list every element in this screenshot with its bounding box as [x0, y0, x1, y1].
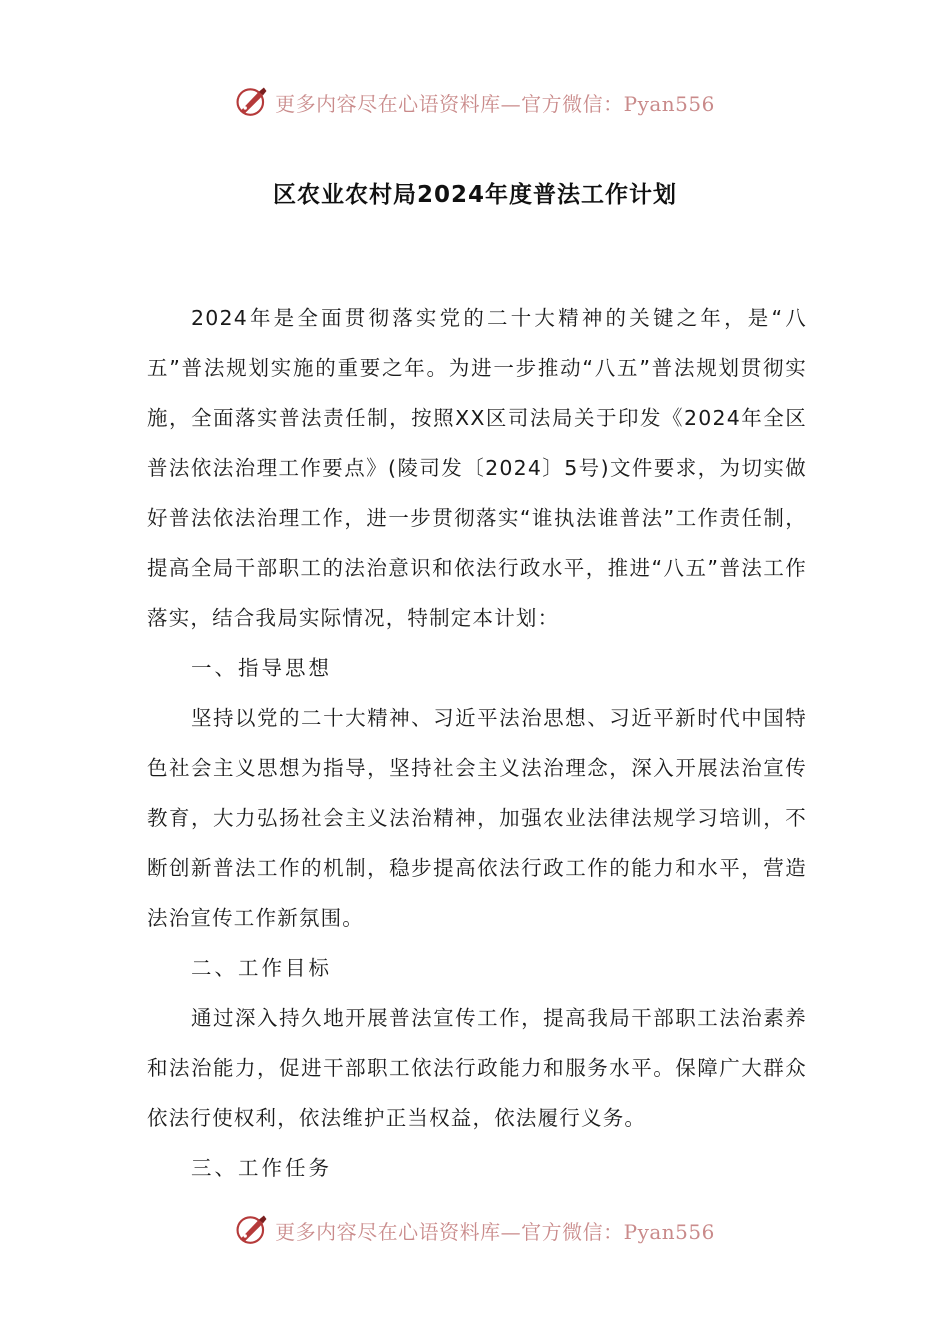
section-heading-work-tasks: 三、工作任务 [191, 1156, 332, 1180]
watermark-text: 更多内容尽在心语资料库—官方微信：Pyan556 [275, 1219, 715, 1244]
pen-nib-logo-icon [235, 1213, 269, 1247]
section-heading-work-goals: 二、工作目标 [191, 956, 332, 980]
intro-paragraph: 2024年是全面贯彻落实党的二十大精神的关键之年，是“八五”普法规划实施的重要之年。为进一步推动“八五”普法规划贯彻实施，全面落实普法责任制，按照XX区司法局关于印发《2024年全区普法依法治理工作要点》(陵司发〔2024〕5号)文件要求，为切实做好普法依法治理工作，进一步贯彻落实“谁执法谁普法”工作责任制，提高全局干部职工的法治意识和依法行政水平，推进“八五”普法工作落实，结合我局实际情况，特制定本计划： [147, 306, 807, 630]
section-paragraph-guiding-ideology: 坚持以党的二十大精神、习近平法治思想、习近平新时代中国特色社会主义思想为指导，坚持社会主义法治理念，深入开展法治宣传教育，大力弘扬社会主义法治精神，加强农业法律法规学习培训，不断创新普法工作的机制，稳步提高依法行政工作的能力和水平，营造法治宣传工作新氛围。 [147, 706, 807, 930]
header-watermark-banner [0, 82, 950, 122]
section-heading-guiding-ideology: 一、指导思想 [191, 656, 332, 680]
footer-watermark-banner [0, 1210, 950, 1250]
pen-nib-logo-icon [235, 85, 269, 119]
document-body [147, 293, 807, 1193]
watermark-text: 更多内容尽在心语资料库—官方微信：Pyan556 [275, 91, 715, 116]
document-title: 区农业农村局2024年度普法工作计划 [272, 182, 677, 208]
section-paragraph-work-goals: 通过深入持久地开展普法宣传工作，提高我局干部职工法治素养和法治能力，促进干部职工依法行政能力和服务水平。保障广大群众依法行使权利，依法维护正当权益，依法履行义务。 [147, 1006, 807, 1130]
